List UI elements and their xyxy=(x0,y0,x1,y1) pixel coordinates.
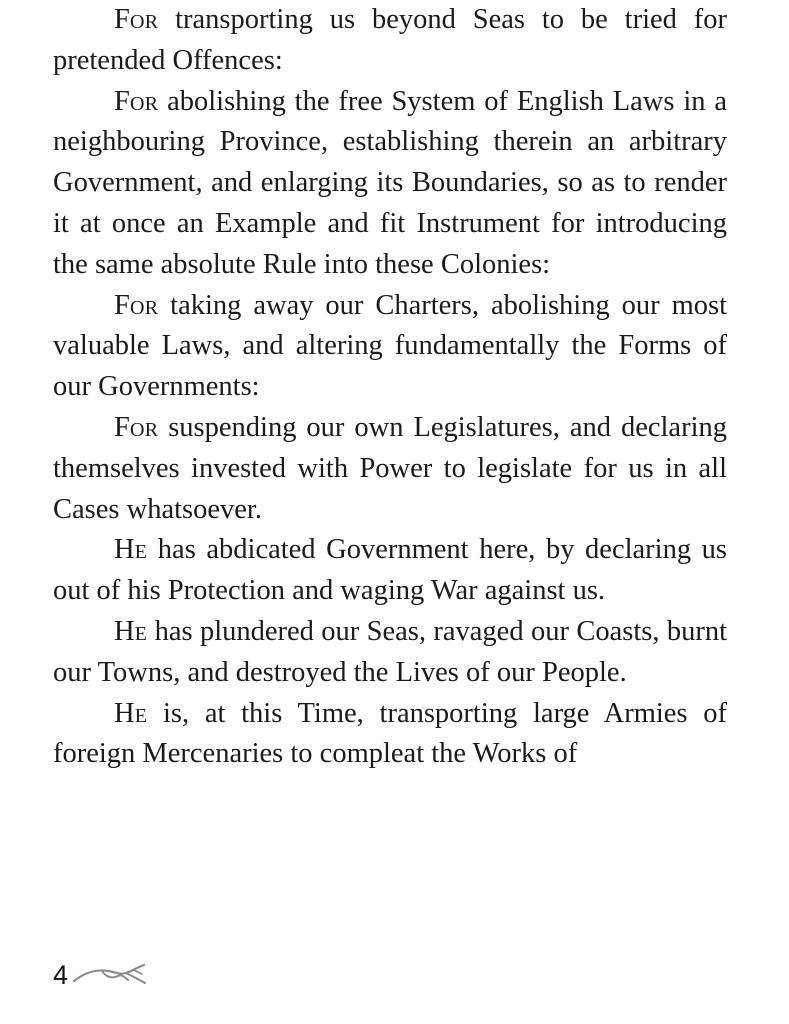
paragraph-6 xyxy=(53,612,727,694)
paragraph-text: is, at this Time, transporting large Armies of foreign Mercenaries to compleat the Works of xyxy=(53,697,727,770)
paragraph-5 xyxy=(53,530,727,612)
paragraph-lead: He xyxy=(114,697,148,729)
page-footer xyxy=(53,955,150,995)
paragraph-text: taking away our Charters, abolishing our most valuable Laws, and altering fundamentally the Forms of our Governments: xyxy=(53,289,727,403)
paragraph-text: abolishing the free System of English Laws in a neighbouring Province, establishing therein an arbitrary Government, and enlarging its Boundaries, so as to render it at once an Example and fit Instrument for introducing the same absolute Rule into these Colonies: xyxy=(53,85,727,280)
paragraph-1 xyxy=(53,0,727,82)
paragraph-lead: He xyxy=(114,615,148,647)
paragraph-7 xyxy=(53,694,727,776)
paragraph-text: has plundered our Seas, ravaged our Coasts, burnt our Towns, and destroyed the Lives of our People. xyxy=(53,615,727,688)
paragraph-lead: He xyxy=(114,534,148,566)
paragraph-lead: For xyxy=(114,85,159,117)
body-text xyxy=(53,0,727,775)
page-number: 4 xyxy=(53,960,69,990)
paragraph-text: suspending our own Legislatures, and declaring themselves invested with Power to legislate for us in all Cases whatsoever. xyxy=(53,411,727,525)
paragraph-3 xyxy=(53,286,727,408)
page-ornament-icon xyxy=(72,962,150,991)
paragraph-text: has abdicated Government here, by declaring us out of his Protection and waging War against us. xyxy=(53,534,727,607)
paragraph-4 xyxy=(53,408,727,530)
paragraph-2 xyxy=(53,82,727,286)
paragraph-lead: For xyxy=(114,289,159,321)
paragraph-text: transporting us beyond Seas to be tried for pretended Offences: xyxy=(53,4,727,76)
paragraph-lead: For xyxy=(114,411,159,443)
paragraph-lead: For xyxy=(114,4,159,35)
